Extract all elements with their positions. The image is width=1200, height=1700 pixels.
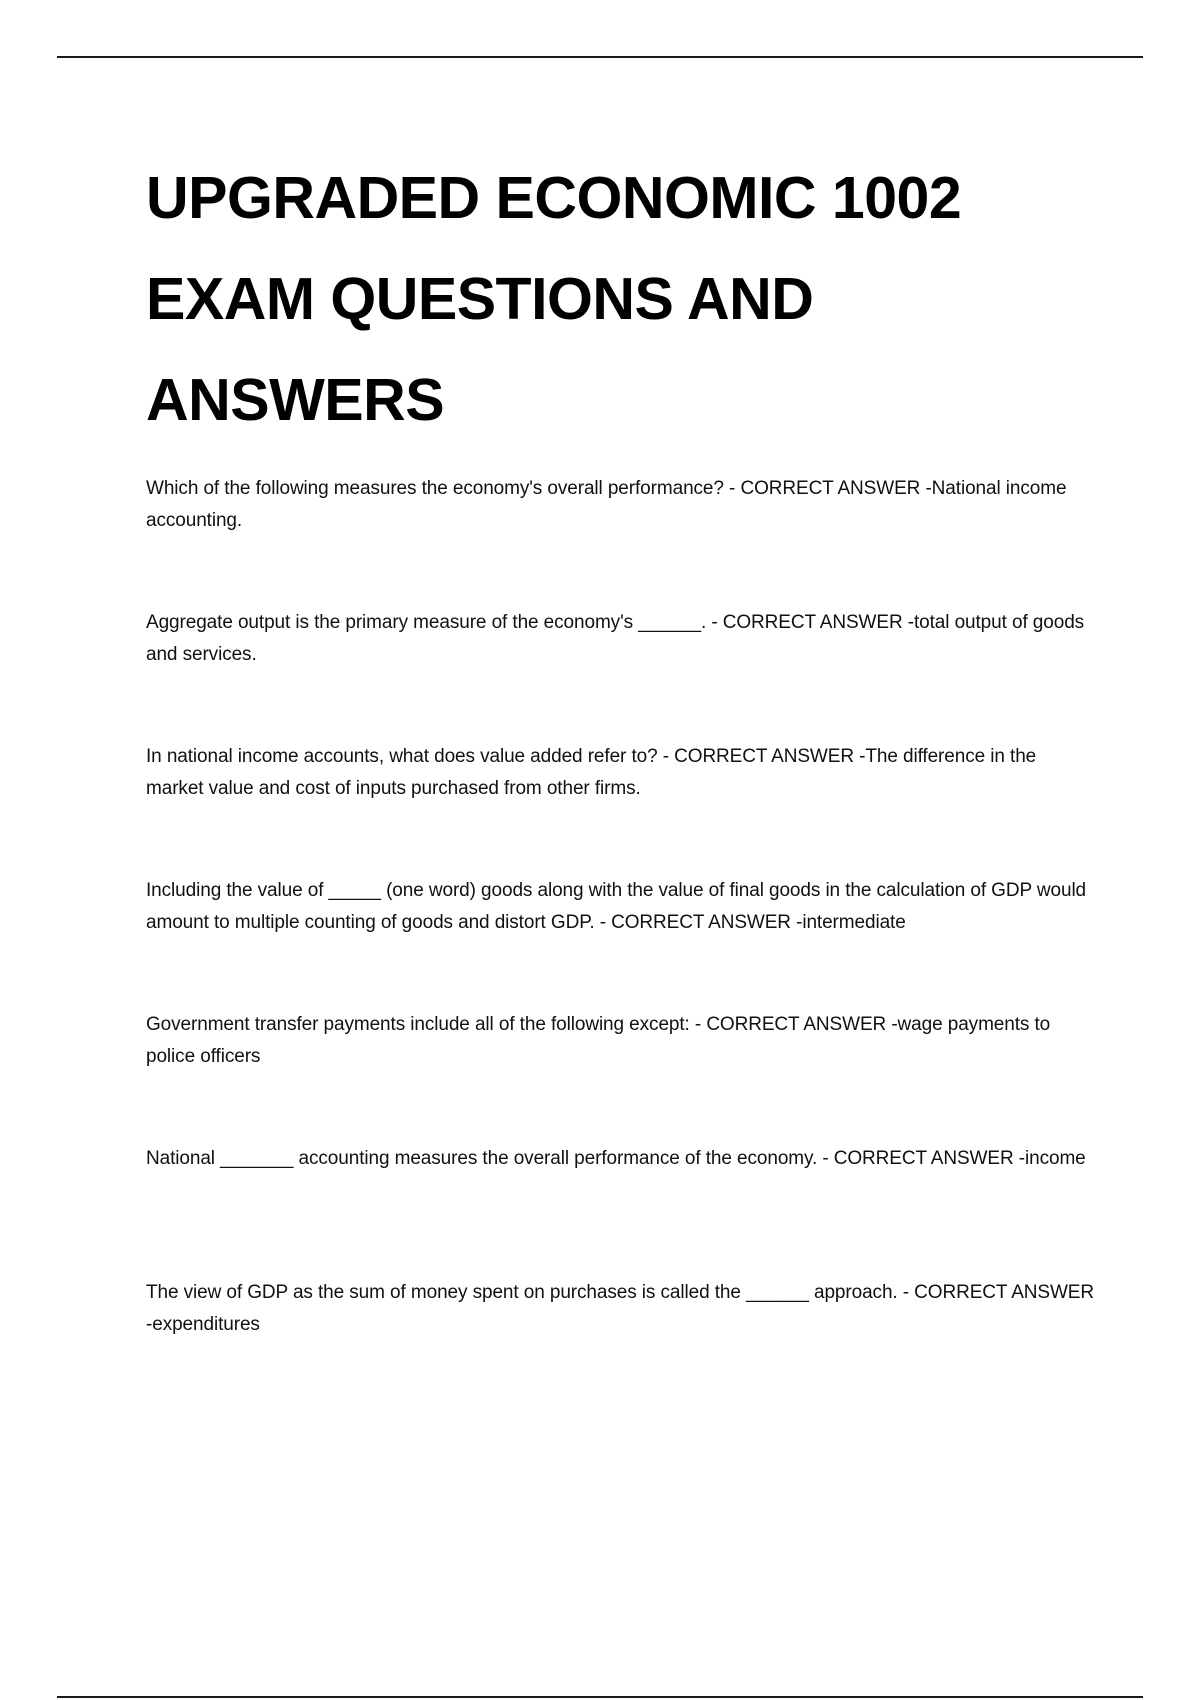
qa-entry: Aggregate output is the primary measure of the economy's ______. - CORRECT ANSWER -total output of goods and services. bbox=[146, 612, 1085, 665]
question-answer-list bbox=[146, 473, 1096, 1341]
title-line: ANSWERS bbox=[146, 367, 445, 433]
qa-entry: Government transfer payments include all of the following except: - CORRECT ANSWER -wage payments to police officers bbox=[146, 1014, 1051, 1067]
qa-entry: Which of the following measures the economy's overall performance? - CORRECT ANSWER -National income accounting. bbox=[146, 478, 1067, 531]
document-title bbox=[146, 148, 1096, 451]
qa-entry: The view of GDP as the sum of money spent on purchases is called the ______ approach. - CORRECT ANSWER -expenditures bbox=[146, 1282, 1095, 1335]
title-line: EXAM QUESTIONS AND bbox=[146, 266, 814, 332]
qa-entry: In national income accounts, what does value added refer to? - CORRECT ANSWER -The difference in the market value and cost of inputs purchased from other firms. bbox=[146, 746, 1037, 799]
document-body bbox=[146, 148, 1096, 1411]
qa-entry: National _______ accounting measures the overall performance of the economy. - CORRECT ANSWER -income bbox=[146, 1148, 1086, 1169]
qa-entry: Including the value of _____ (one word) goods along with the value of final goods in the calculation of GDP would amount to multiple counting of goods and distort GDP. - CORRECT ANSWER -intermediate bbox=[146, 880, 1087, 933]
title-line: UPGRADED ECONOMIC 1002 bbox=[146, 165, 962, 231]
bottom-divider bbox=[57, 1696, 1143, 1698]
top-divider bbox=[57, 56, 1143, 58]
